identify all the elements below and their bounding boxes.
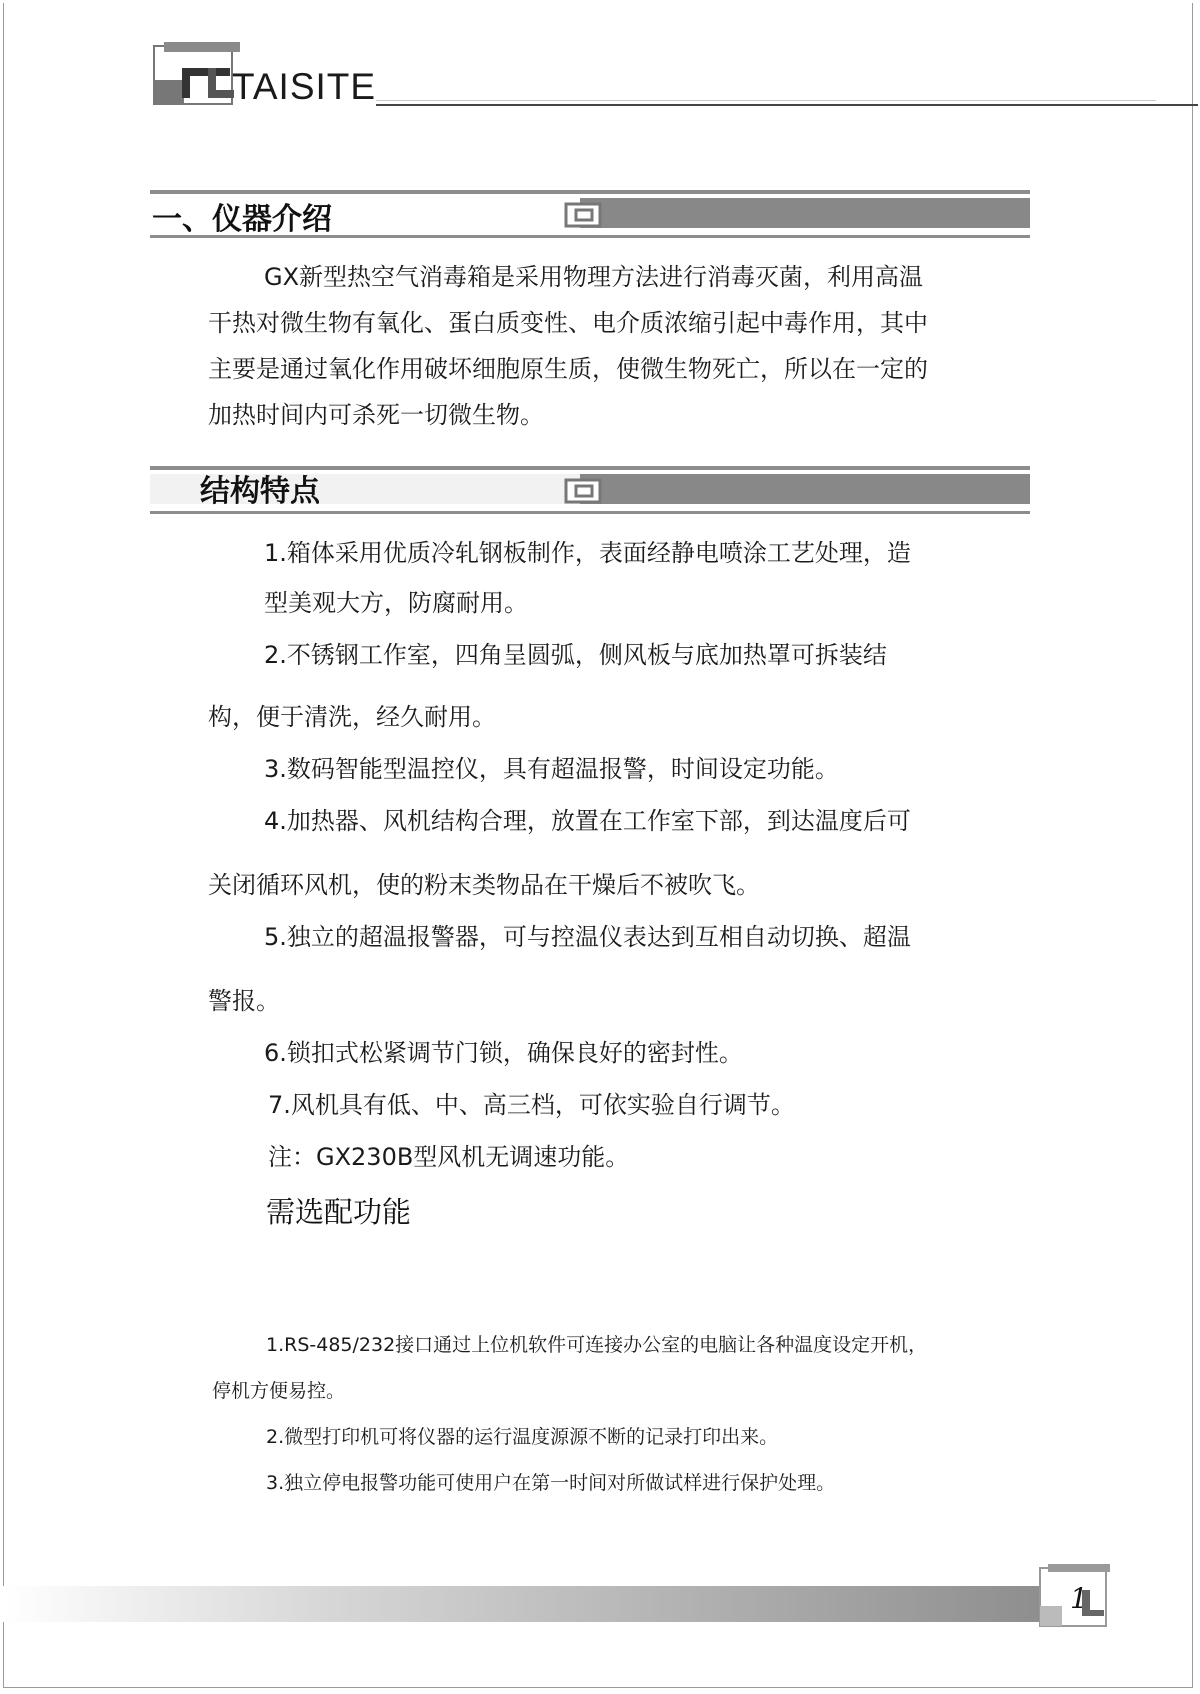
section-logo-icon bbox=[558, 194, 608, 234]
header-rule-thin bbox=[376, 100, 1156, 101]
feature-note: 注：GX230B型风机无调速功能。 bbox=[268, 1143, 630, 1171]
intro-line-4: 加热时间内可杀死一切微生物。 bbox=[208, 401, 544, 429]
intro-line-3: 主要是通过氧化作用破坏细胞原生质，使微生物死亡，所以在一定的 bbox=[208, 355, 928, 383]
optional-line-2: 停机方便易控。 bbox=[212, 1380, 346, 1402]
section-title-features: 结构特点 bbox=[200, 474, 320, 509]
section-logo-icon bbox=[558, 470, 608, 510]
feature-line-1: 1.箱体采用优质冷轧钢板制作，表面经静电喷涂工艺处理，造 bbox=[264, 539, 911, 567]
feature-line-6: 4.加热器、风机结构合理，放置在工作室下部，到达温度后可 bbox=[264, 807, 911, 835]
feature-line-5: 3.数码智能型温控仪，具有超温报警，时间设定功能。 bbox=[264, 755, 839, 783]
intro-line-2: 干热对微生物有氧化、蛋白质变性、电介质浓缩引起中毒作用，其中 bbox=[208, 309, 928, 337]
optional-line-4: 3.独立停电报警功能可使用户在第一时间对所做试样进行保护处理。 bbox=[266, 1472, 836, 1494]
feature-line-2: 型美观大方，防腐耐用。 bbox=[264, 589, 528, 617]
feature-line-3: 2.不锈钢工作室，四角呈圆弧，侧风板与底加热罩可拆装结 bbox=[264, 641, 887, 669]
feature-line-9: 警报。 bbox=[208, 987, 280, 1015]
footer-gradient-strip bbox=[3, 1586, 1043, 1622]
feature-line-11: 7.风机具有低、中、高三档，可依实验自行调节。 bbox=[268, 1091, 795, 1119]
feature-line-10: 6.锁扣式松紧调节门锁，确保良好的密封性。 bbox=[264, 1039, 743, 1067]
brand-name: TAISITE bbox=[232, 66, 377, 107]
intro-line-1: GX新型热空气消毒箱是采用物理方法进行消毒灭菌，利用高温 bbox=[264, 263, 924, 291]
feature-line-4: 构，便于清洗，经久耐用。 bbox=[208, 703, 496, 731]
optional-heading: 需选配功能 bbox=[266, 1195, 412, 1229]
section-title-intro: 一、仪器介绍 bbox=[152, 202, 332, 237]
header-rule bbox=[376, 104, 1198, 106]
optional-line-3: 2.微型打印机可将仪器的运行温度源源不断的记录打印出来。 bbox=[266, 1426, 779, 1448]
page-number: 1 bbox=[1070, 1582, 1088, 1615]
optional-line-1: 1.RS-485/232接口通过上位机软件可连接办公室的电脑让各种温度设定开机， bbox=[266, 1334, 928, 1356]
feature-line-8: 5.独立的超温报警器，可与控温仪表达到互相自动切换、超温 bbox=[264, 923, 911, 951]
feature-line-7: 关闭循环风机，使的粉末类物品在干燥后不被吹飞。 bbox=[208, 871, 760, 899]
